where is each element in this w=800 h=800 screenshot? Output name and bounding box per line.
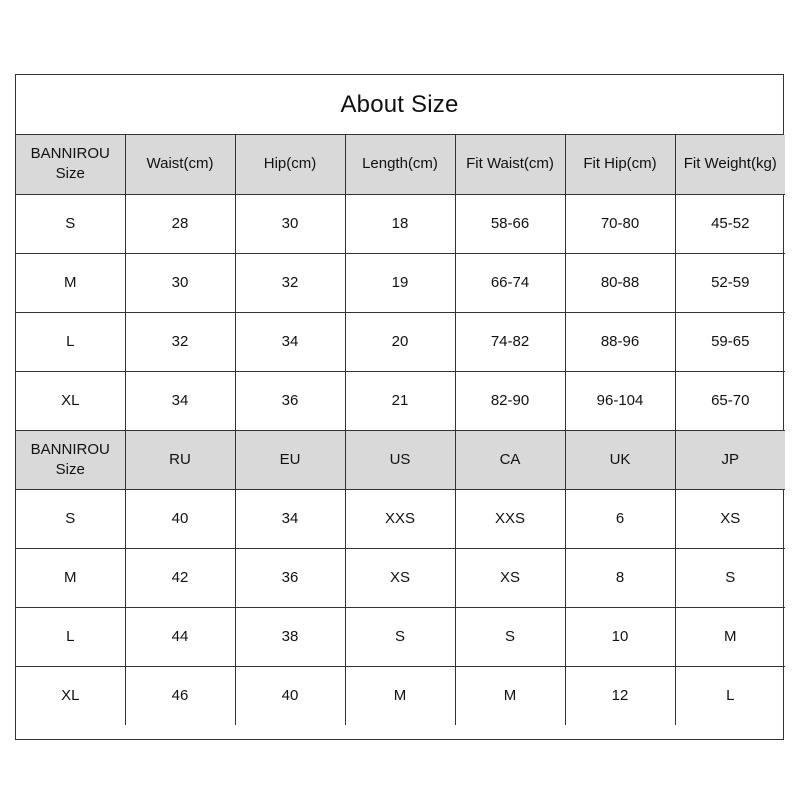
table-cell: 30 (235, 194, 345, 253)
table-row (16, 253, 785, 312)
table-row (16, 666, 785, 725)
table-header-row (16, 430, 785, 489)
table-cell: 40 (125, 489, 235, 548)
header-cell: BANNIROU Size (16, 135, 125, 194)
table-cell: 40 (235, 666, 345, 725)
table-cell: XL (16, 371, 125, 430)
table-cell: L (675, 666, 785, 725)
table-cell: M (675, 607, 785, 666)
table-cell: 44 (125, 607, 235, 666)
table-cell: S (16, 489, 125, 548)
table-cell: 70-80 (565, 194, 675, 253)
table-cell: 38 (235, 607, 345, 666)
size-table (16, 135, 785, 725)
table-cell: M (16, 253, 125, 312)
header-cell: Length(cm) (345, 135, 455, 194)
table-cell: XS (345, 548, 455, 607)
table-cell: 30 (125, 253, 235, 312)
header-cell: Fit Waist(cm) (455, 135, 565, 194)
table-cell: XXS (345, 489, 455, 548)
table-cell: 59-65 (675, 312, 785, 371)
table-cell: 34 (125, 371, 235, 430)
table-cell: 18 (345, 194, 455, 253)
table-cell: 66-74 (455, 253, 565, 312)
table-cell: 42 (125, 548, 235, 607)
table-cell: M (455, 666, 565, 725)
table-cell: XXS (455, 489, 565, 548)
header-cell: Fit Weight(kg) (675, 135, 785, 194)
table-cell: L (16, 312, 125, 371)
table-cell: 36 (235, 548, 345, 607)
table-cell: 34 (235, 312, 345, 371)
header-cell: Hip(cm) (235, 135, 345, 194)
table-cell: 80-88 (565, 253, 675, 312)
table-cell: 65-70 (675, 371, 785, 430)
table-cell: S (16, 194, 125, 253)
table-cell: S (675, 548, 785, 607)
table-cell: 12 (565, 666, 675, 725)
table-cell: 6 (565, 489, 675, 548)
table-cell: XL (16, 666, 125, 725)
table-row (16, 371, 785, 430)
table-cell: 10 (565, 607, 675, 666)
table-cell: 46 (125, 666, 235, 725)
table-cell: 20 (345, 312, 455, 371)
size-chart (15, 74, 784, 740)
table-cell: 45-52 (675, 194, 785, 253)
table-cell: 74-82 (455, 312, 565, 371)
table-cell: 32 (125, 312, 235, 371)
table-row (16, 489, 785, 548)
table-cell: 58-66 (455, 194, 565, 253)
table-row (16, 548, 785, 607)
table-cell: 82-90 (455, 371, 565, 430)
header-cell: JP (675, 430, 785, 489)
table-cell: XS (675, 489, 785, 548)
table-cell: 34 (235, 489, 345, 548)
chart-title: About Size (16, 75, 783, 135)
table-cell: S (345, 607, 455, 666)
header-cell: UK (565, 430, 675, 489)
table-cell: 21 (345, 371, 455, 430)
header-cell: CA (455, 430, 565, 489)
table-row (16, 312, 785, 371)
table-cell: 36 (235, 371, 345, 430)
table-cell: 96-104 (565, 371, 675, 430)
table-cell: S (455, 607, 565, 666)
table-cell: XS (455, 548, 565, 607)
table-row (16, 194, 785, 253)
table-cell: 28 (125, 194, 235, 253)
table-cell: 88-96 (565, 312, 675, 371)
table-cell: 52-59 (675, 253, 785, 312)
header-cell: US (345, 430, 455, 489)
header-cell: BANNIROU Size (16, 430, 125, 489)
header-cell: Fit Hip(cm) (565, 135, 675, 194)
table-cell: 32 (235, 253, 345, 312)
table-header-row (16, 135, 785, 194)
table-cell: 19 (345, 253, 455, 312)
header-cell: RU (125, 430, 235, 489)
table-row (16, 607, 785, 666)
table-cell: M (345, 666, 455, 725)
header-cell: EU (235, 430, 345, 489)
table-cell: L (16, 607, 125, 666)
header-cell: Waist(cm) (125, 135, 235, 194)
table-cell: M (16, 548, 125, 607)
table-cell: 8 (565, 548, 675, 607)
